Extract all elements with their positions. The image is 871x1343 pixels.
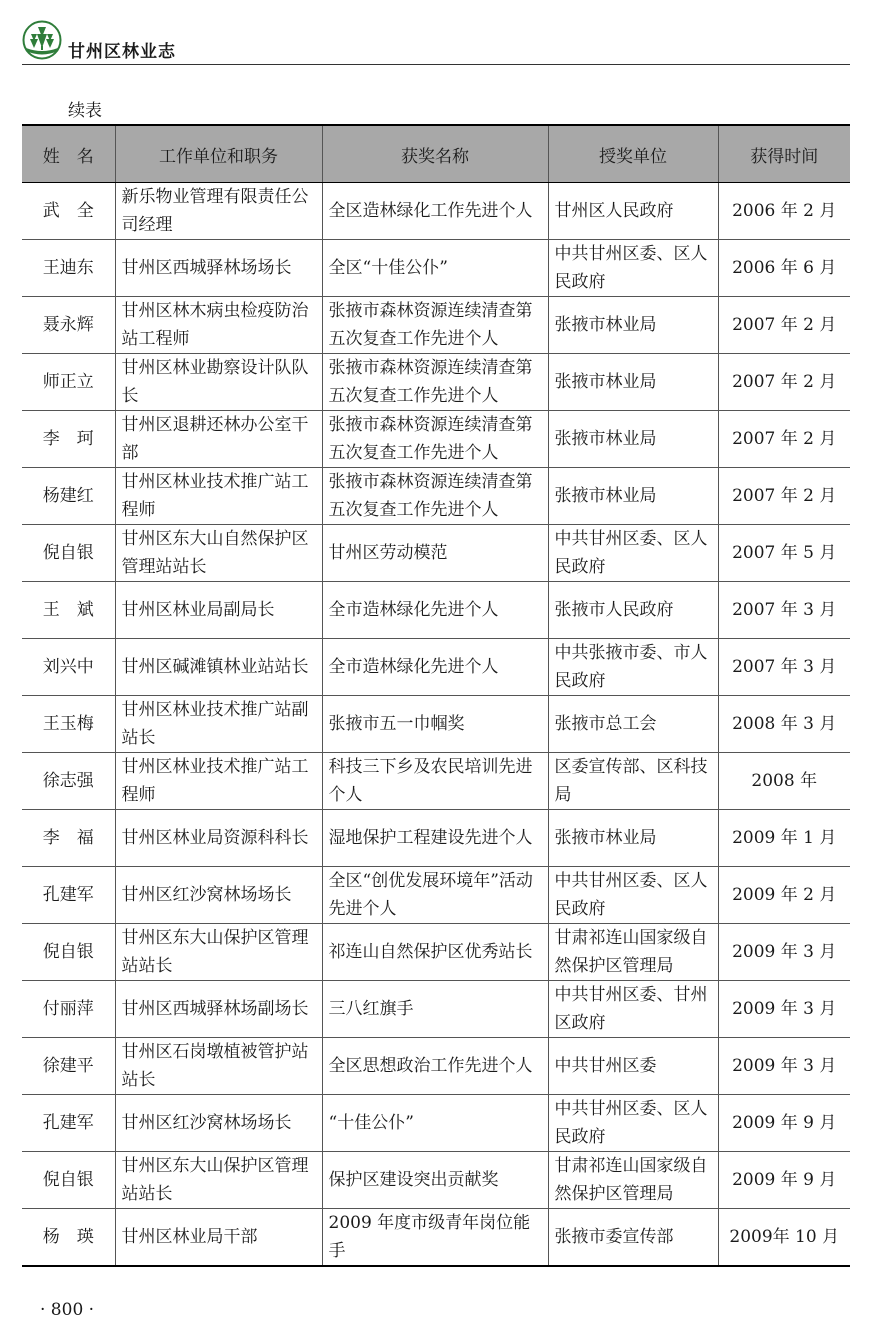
cell-award: 全市造林绿化先进个人 xyxy=(322,582,548,639)
cell-work-unit: 甘州区碱滩镇林业站站长 xyxy=(115,639,322,696)
cell-grantor: 张掖市林业局 xyxy=(548,468,718,525)
awards-table xyxy=(22,124,850,1267)
cell-date: 2006 年 2 月 xyxy=(718,183,850,240)
cell-name: 李 珂 xyxy=(22,411,115,468)
table-row xyxy=(22,810,850,867)
cell-date: 2009 年 3 月 xyxy=(718,924,850,981)
table-row xyxy=(22,924,850,981)
cell-award: 全区“十佳公仆” xyxy=(322,240,548,297)
cell-name: 徐建平 xyxy=(22,1038,115,1095)
cell-grantor: 中共甘州区委、区人民政府 xyxy=(548,1095,718,1152)
cell-date: 2007 年 3 月 xyxy=(718,639,850,696)
cell-name: 刘兴中 xyxy=(22,639,115,696)
cell-date: 2009 年 9 月 xyxy=(718,1152,850,1209)
cell-grantor: 甘肃祁连山国家级自然保护区管理局 xyxy=(548,924,718,981)
cell-grantor: 张掖市人民政府 xyxy=(548,582,718,639)
cell-grantor: 中共甘州区委 xyxy=(548,1038,718,1095)
cell-grantor: 张掖市林业局 xyxy=(548,810,718,867)
cell-grantor: 中共甘州区委、区人民政府 xyxy=(548,240,718,297)
cell-grantor: 张掖市林业局 xyxy=(548,354,718,411)
cell-name: 师正立 xyxy=(22,354,115,411)
cell-award: 张掖市五一巾帼奖 xyxy=(322,696,548,753)
cell-grantor: 张掖市总工会 xyxy=(548,696,718,753)
cell-work-unit: 甘州区西城驿林场场长 xyxy=(115,240,322,297)
cell-work-unit: 甘州区林业技术推广站工程师 xyxy=(115,753,322,810)
cell-award: 科技三下乡及农民培训先进个人 xyxy=(322,753,548,810)
column-header-unit: 工作单位和职务 xyxy=(115,125,322,183)
page-header xyxy=(22,20,850,65)
table-row xyxy=(22,753,850,810)
cell-date: 2007 年 2 月 xyxy=(718,468,850,525)
cell-award: 张掖市森林资源连续清查第五次复查工作先进个人 xyxy=(322,297,548,354)
cell-name: 王迪东 xyxy=(22,240,115,297)
cell-award: 张掖市森林资源连续清查第五次复查工作先进个人 xyxy=(322,354,548,411)
cell-date: 2009 年 2 月 xyxy=(718,867,850,924)
cell-date: 2007 年 3 月 xyxy=(718,582,850,639)
cell-name: 倪自银 xyxy=(22,1152,115,1209)
cell-award: 全区“创优发展环境年”活动先进个人 xyxy=(322,867,548,924)
cell-name: 武 全 xyxy=(22,183,115,240)
cell-award: “十佳公仆” xyxy=(322,1095,548,1152)
cell-name: 倪自银 xyxy=(22,924,115,981)
table-row xyxy=(22,867,850,924)
table-row xyxy=(22,240,850,297)
cell-work-unit: 甘州区林木病虫检疫防治站工程师 xyxy=(115,297,322,354)
cell-work-unit: 甘州区西城驿林场副场长 xyxy=(115,981,322,1038)
cell-work-unit: 新乐物业管理有限责任公司经理 xyxy=(115,183,322,240)
cell-grantor: 甘肃祁连山国家级自然保护区管理局 xyxy=(548,1152,718,1209)
cell-grantor: 中共张掖市委、市人民政府 xyxy=(548,639,718,696)
table-row xyxy=(22,981,850,1038)
cell-date: 2008 年 xyxy=(718,753,850,810)
cell-date: 2009 年 3 月 xyxy=(718,981,850,1038)
table-row xyxy=(22,468,850,525)
cell-award: 全区思想政治工作先进个人 xyxy=(322,1038,548,1095)
cell-name: 孔建军 xyxy=(22,867,115,924)
column-header-grantor: 授奖单位 xyxy=(548,125,718,183)
table-header-row xyxy=(22,125,850,183)
cell-date: 2009 年 1 月 xyxy=(718,810,850,867)
cell-grantor: 张掖市委宣传部 xyxy=(548,1209,718,1267)
table-row xyxy=(22,354,850,411)
table-row xyxy=(22,582,850,639)
cell-work-unit: 甘州区退耕还林办公室干部 xyxy=(115,411,322,468)
cell-award: 张掖市森林资源连续清查第五次复查工作先进个人 xyxy=(322,468,548,525)
cell-award: 湿地保护工程建设先进个人 xyxy=(322,810,548,867)
cell-award: 全市造林绿化先进个人 xyxy=(322,639,548,696)
cell-date: 2009 年 3 月 xyxy=(718,1038,850,1095)
table-row xyxy=(22,1152,850,1209)
cell-grantor: 中共甘州区委、区人民政府 xyxy=(548,525,718,582)
table-row xyxy=(22,696,850,753)
cell-name: 杨 瑛 xyxy=(22,1209,115,1267)
cell-award: 2009 年度市级青年岗位能手 xyxy=(322,1209,548,1267)
cell-date: 2008 年 3 月 xyxy=(718,696,850,753)
cell-date: 2007 年 5 月 xyxy=(718,525,850,582)
cell-name: 徐志强 xyxy=(22,753,115,810)
cell-award: 全区造林绿化工作先进个人 xyxy=(322,183,548,240)
cell-award: 张掖市森林资源连续清查第五次复查工作先进个人 xyxy=(322,411,548,468)
cell-date: 2009年 10 月 xyxy=(718,1209,850,1267)
table-row xyxy=(22,1095,850,1152)
cell-work-unit: 甘州区东大山保护区管理站站长 xyxy=(115,1152,322,1209)
cell-name: 王玉梅 xyxy=(22,696,115,753)
cell-award: 祁连山自然保护区优秀站长 xyxy=(322,924,548,981)
forest-trees-logo-icon xyxy=(22,20,62,60)
page-number: · 800 · xyxy=(40,1300,95,1320)
cell-grantor: 甘州区人民政府 xyxy=(548,183,718,240)
cell-date: 2007 年 2 月 xyxy=(718,354,850,411)
cell-name: 孔建军 xyxy=(22,1095,115,1152)
cell-grantor: 张掖市林业局 xyxy=(548,411,718,468)
cell-award: 三八红旗手 xyxy=(322,981,548,1038)
cell-grantor: 区委宣传部、区科技局 xyxy=(548,753,718,810)
cell-work-unit: 甘州区红沙窝林场场长 xyxy=(115,1095,322,1152)
cell-grantor: 中共甘州区委、甘州区政府 xyxy=(548,981,718,1038)
cell-name: 杨建红 xyxy=(22,468,115,525)
cell-award: 保护区建设突出贡献奖 xyxy=(322,1152,548,1209)
table-row xyxy=(22,297,850,354)
cell-work-unit: 甘州区东大山自然保护区管理站站长 xyxy=(115,525,322,582)
table-row xyxy=(22,1038,850,1095)
column-header-time: 获得时间 xyxy=(718,125,850,183)
table-row xyxy=(22,183,850,240)
cell-work-unit: 甘州区石岗墩植被管护站站长 xyxy=(115,1038,322,1095)
cell-work-unit: 甘州区东大山保护区管理站站长 xyxy=(115,924,322,981)
table-row xyxy=(22,525,850,582)
cell-work-unit: 甘州区林业技术推广站副站长 xyxy=(115,696,322,753)
table-body xyxy=(22,183,850,1267)
cell-work-unit: 甘州区林业局资源科科长 xyxy=(115,810,322,867)
cell-date: 2006 年 6 月 xyxy=(718,240,850,297)
cell-name: 李 福 xyxy=(22,810,115,867)
cell-work-unit: 甘州区林业技术推广站工程师 xyxy=(115,468,322,525)
cell-award: 甘州区劳动模范 xyxy=(322,525,548,582)
column-header-name: 姓 名 xyxy=(22,125,115,183)
cell-name: 倪自银 xyxy=(22,525,115,582)
cell-work-unit: 甘州区林业局干部 xyxy=(115,1209,322,1267)
cell-work-unit: 甘州区林业局副局长 xyxy=(115,582,322,639)
table-row xyxy=(22,639,850,696)
cell-date: 2007 年 2 月 xyxy=(718,411,850,468)
book-title: 甘州区林业志 xyxy=(68,42,176,62)
table-row xyxy=(22,1209,850,1267)
cell-work-unit: 甘州区红沙窝林场场长 xyxy=(115,867,322,924)
cell-name: 付丽萍 xyxy=(22,981,115,1038)
cell-work-unit: 甘州区林业勘察设计队队长 xyxy=(115,354,322,411)
cell-grantor: 中共甘州区委、区人民政府 xyxy=(548,867,718,924)
continued-label: 续表 xyxy=(68,101,102,121)
cell-name: 王 斌 xyxy=(22,582,115,639)
cell-date: 2009 年 9 月 xyxy=(718,1095,850,1152)
cell-grantor: 张掖市林业局 xyxy=(548,297,718,354)
cell-date: 2007 年 2 月 xyxy=(718,297,850,354)
cell-name: 聂永辉 xyxy=(22,297,115,354)
table-row xyxy=(22,411,850,468)
column-header-award: 获奖名称 xyxy=(322,125,548,183)
